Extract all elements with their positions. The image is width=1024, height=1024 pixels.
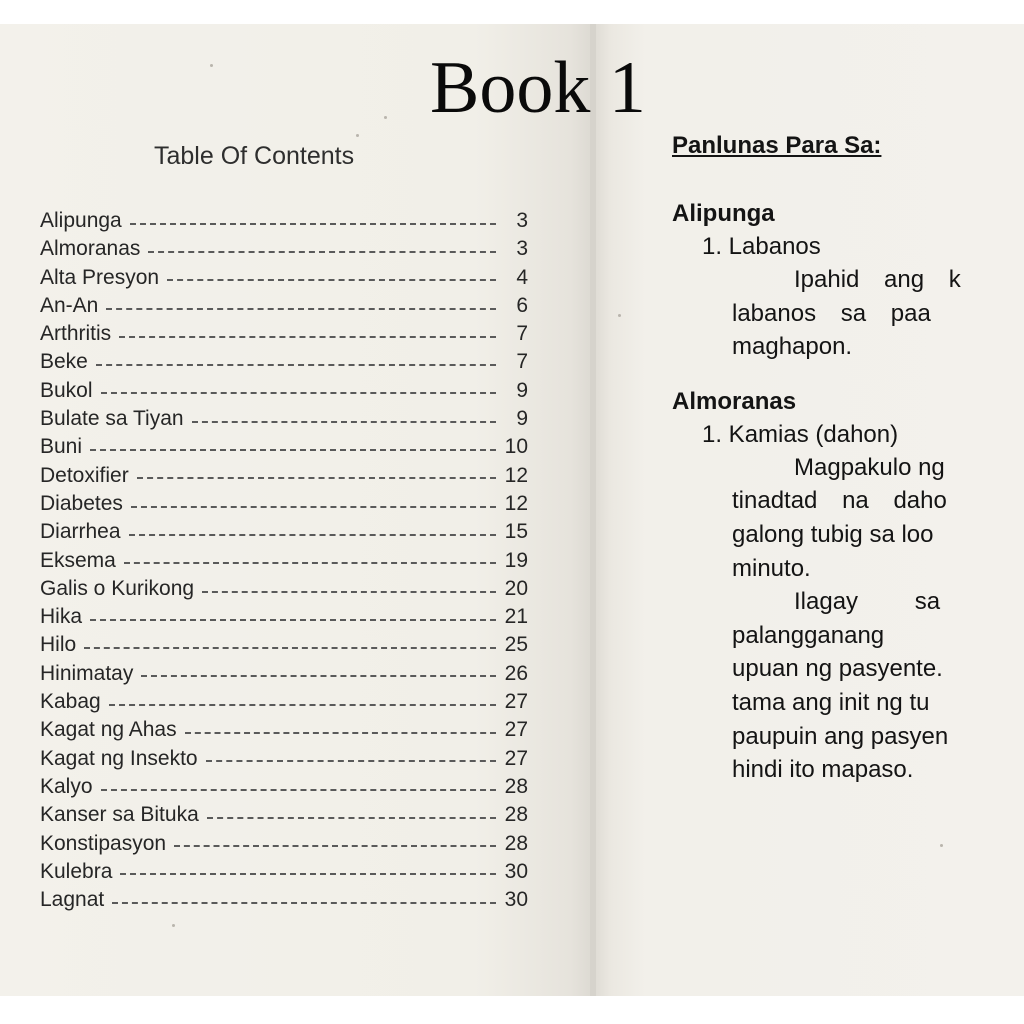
toc-entry-title: Eksema <box>40 548 116 572</box>
toc-entry-title: Detoxifier <box>40 463 129 487</box>
toc-entry-title: Alta Presyon <box>40 265 160 289</box>
toc-entry <box>40 518 528 546</box>
toc-leader <box>131 505 496 508</box>
section-title: Alipunga <box>672 200 775 227</box>
toc-entry-title: Konstipasyon <box>40 831 167 855</box>
toc-entry-page: 7 <box>516 322 528 346</box>
paper-speck <box>940 844 943 847</box>
toc-leader <box>174 844 496 847</box>
toc-entry <box>40 235 528 263</box>
body-line: Ilagay sa <box>794 588 941 616</box>
toc-entry-page: 28 <box>504 803 528 827</box>
body-line: hindi ito mapaso. <box>732 756 914 784</box>
toc-leader <box>90 448 496 451</box>
toc-entry <box>40 207 528 235</box>
toc-entry-page: 21 <box>504 605 528 629</box>
toc-entry-page: 27 <box>504 718 528 742</box>
toc-entry <box>40 660 528 688</box>
body-line: maghapon. <box>732 333 853 361</box>
body-line: palangganang <box>732 621 885 649</box>
toc-entry-page: 26 <box>504 661 528 685</box>
toc-leader <box>137 476 496 479</box>
toc-entry-title: Hilo <box>40 633 77 657</box>
toc-entry <box>40 631 528 659</box>
toc-entry-title: Buni <box>40 435 83 459</box>
toc-entry <box>40 745 528 773</box>
toc-leader <box>90 618 496 621</box>
toc-leader <box>167 278 496 281</box>
toc-entry-page: 3 <box>516 209 528 232</box>
remedies-heading: Panlunas Para Sa: <box>672 132 882 159</box>
toc-entry-title: Beke <box>40 350 88 374</box>
toc-entry <box>40 377 528 405</box>
toc-leader <box>185 731 496 734</box>
toc-entry <box>40 320 528 348</box>
toc-entry-title: Hika <box>40 605 83 629</box>
paper-speck <box>384 116 387 119</box>
toc-entry-title: Kabag <box>40 690 101 714</box>
toc-entry-title: Alipunga <box>40 209 122 232</box>
toc-entry-title: Kulebra <box>40 859 113 883</box>
toc-leader <box>106 307 496 310</box>
paper-speck <box>210 64 213 67</box>
remedies-page-text <box>672 130 1024 787</box>
body-line: Ipahid ang k <box>794 266 961 293</box>
body-line: minuto. <box>732 554 811 582</box>
toc-entry-page: 19 <box>504 548 528 572</box>
toc-entry-page: 12 <box>504 463 528 487</box>
body-line: tama ang init ng tu <box>732 688 930 716</box>
toc-entry-page: 3 <box>516 237 528 261</box>
toc-entry-page: 10 <box>504 435 528 459</box>
toc-entry-page: 30 <box>504 859 528 883</box>
toc-entry-title: Galis o Kurikong <box>40 576 195 600</box>
toc-entry-page: 30 <box>504 888 528 912</box>
toc-leader <box>192 420 496 423</box>
toc-entry <box>40 348 528 376</box>
remedy-section-alipunga <box>672 198 1024 364</box>
toc-entry-page: 20 <box>504 576 528 600</box>
toc-entry <box>40 858 528 886</box>
toc-entry-title: Lagnat <box>40 888 105 912</box>
toc-entry <box>40 830 528 858</box>
toc-entry-page: 9 <box>516 407 528 431</box>
toc-entry-title: Kagat ng Insekto <box>40 746 198 770</box>
toc-entry <box>40 462 528 490</box>
toc-leader <box>109 703 496 706</box>
body-line: labanos sa paa <box>732 299 931 327</box>
toc-leader <box>84 646 496 649</box>
toc-leader <box>96 363 496 366</box>
toc-entry <box>40 886 528 914</box>
toc-entry <box>40 575 528 603</box>
toc-entry-page: 9 <box>516 378 528 402</box>
toc-heading: Table Of Contents <box>154 142 355 170</box>
toc-leader <box>148 250 496 253</box>
toc-leader <box>112 901 496 904</box>
toc-list <box>40 207 528 914</box>
paper-speck <box>618 314 621 317</box>
toc-leader <box>120 872 496 875</box>
toc-entry-title: Diabetes <box>40 491 123 515</box>
toc-leader <box>141 674 496 677</box>
paper-speck <box>172 924 175 927</box>
toc-entry-title: Kanser sa Bituka <box>40 803 199 827</box>
toc-entry-page: 15 <box>504 520 528 544</box>
toc-entry-page: 28 <box>504 774 528 798</box>
toc-entry <box>40 405 528 433</box>
toc-entry <box>40 292 528 320</box>
toc-entry <box>40 547 528 575</box>
toc-entry-page: 27 <box>504 690 528 714</box>
toc-leader <box>202 590 496 593</box>
toc-leader <box>119 335 496 338</box>
toc-entry-page: 25 <box>504 633 528 657</box>
toc-entry-title: Kalyo <box>40 774 93 798</box>
book-gutter <box>590 24 596 996</box>
toc-leader <box>101 391 496 394</box>
toc-entry <box>40 603 528 631</box>
body-line: upuan ng pasyente. <box>732 655 943 683</box>
toc-entry-title: Kagat ng Ahas <box>40 718 177 742</box>
remedy-item: 1. Labanos <box>702 233 821 260</box>
paper-speck <box>356 134 359 137</box>
toc-entry-page: 27 <box>504 746 528 770</box>
toc-leader <box>101 788 496 791</box>
toc-entry-page: 28 <box>504 831 528 855</box>
section-title: Almoranas <box>672 387 797 415</box>
book-title: Book 1 <box>430 47 646 129</box>
toc-entry <box>40 773 528 801</box>
toc-entry-title: Hinimatay <box>40 661 134 685</box>
toc-entry-page: 12 <box>504 491 528 515</box>
toc-entry-title: An-An <box>40 293 99 317</box>
toc-entry-title: Diarrhea <box>40 520 121 544</box>
body-line: Magpakulo ng <box>794 453 945 481</box>
toc-entry-title: Bulate sa Tiyan <box>40 407 184 431</box>
toc-entry <box>40 490 528 518</box>
toc-leader <box>129 533 496 536</box>
body-line: tinadtad na daho <box>732 487 947 515</box>
toc-leader <box>130 222 496 225</box>
toc-entry <box>40 801 528 829</box>
toc-entry-title: Bukol <box>40 378 93 402</box>
toc-leader <box>206 759 496 762</box>
toc-entry-title: Arthritis <box>40 322 112 346</box>
toc-entry <box>40 716 528 744</box>
toc-entry-title: Almoranas <box>40 237 141 261</box>
toc-entry <box>40 433 528 461</box>
toc-entry-page: 6 <box>516 293 528 317</box>
toc-entry-page: 7 <box>516 350 528 374</box>
toc-entry <box>40 264 528 292</box>
toc-leader <box>124 561 496 564</box>
remedy-item: 1. Kamias (dahon) <box>702 420 899 448</box>
toc-entry <box>40 688 528 716</box>
body-line: galong tubig sa loo <box>732 520 934 548</box>
toc-leader <box>207 816 496 819</box>
remedy-section-almoranas <box>672 386 1024 787</box>
toc-entry-page: 4 <box>516 265 528 289</box>
body-line: paupuin ang pasyen <box>732 722 949 750</box>
